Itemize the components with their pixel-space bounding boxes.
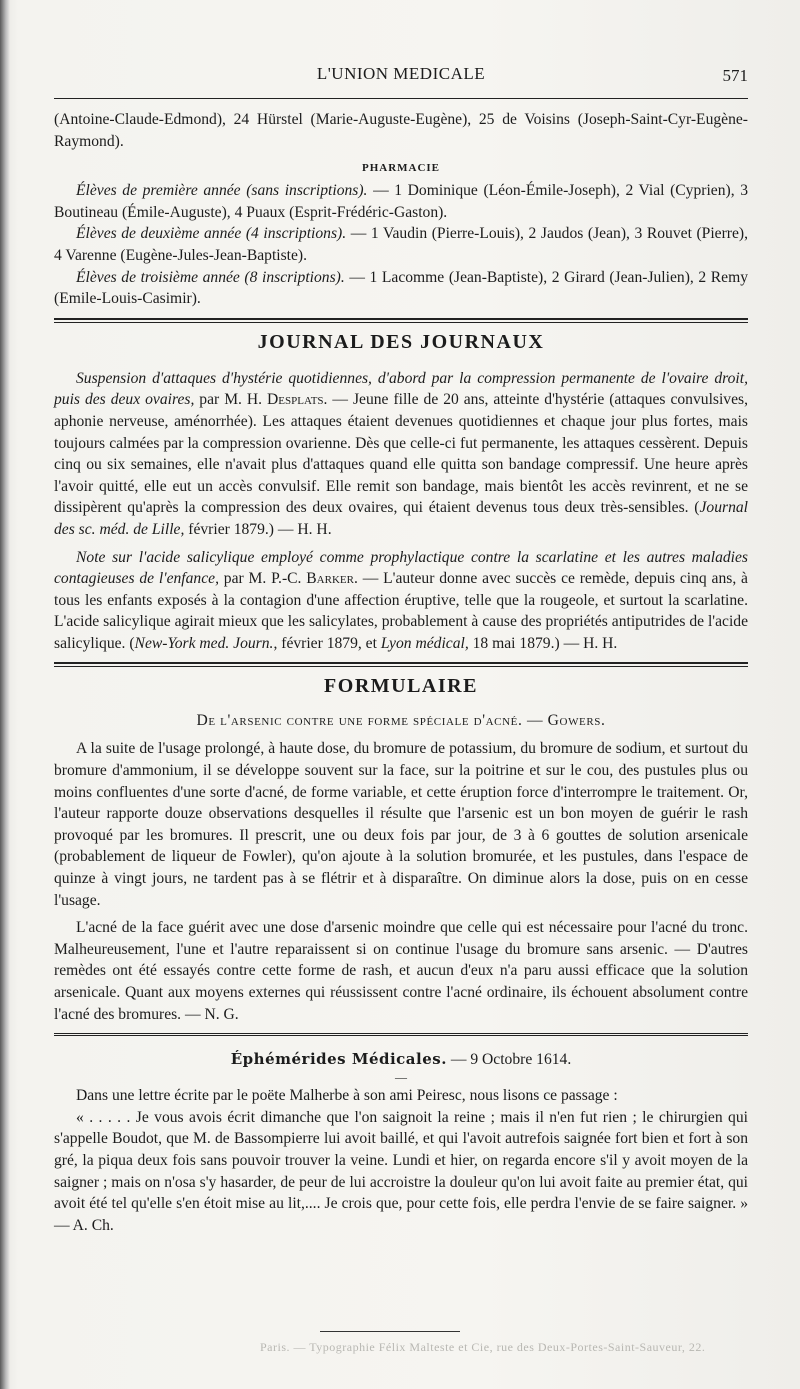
intro-paragraph: (Antoine-Claude-Edmond), 24 Hürstel (Marie-Auguste-Eugène), 25 de Voisins (Joseph-Saint-Cyr-Eugène-Raymond).: [54, 111, 748, 150]
formulaire-paragraph-1: A la suite de l'usage prolongé, à haute dose, du bromure de potassium, du bromure de sodium, et surtout du bromure d'ammonium, il se développe souvent sur la face, sur la poitrine et sur le cou, des pustules plus ou moins confluentes d'une sorte d'acné, de forme variable, et cette éruption force d'interrompre le traitement. Or, l'auteur rapporte douze observations desquelles il résulte que l'arsenic est un bon moyen de guérir le rash provoqué par les bromures. Il prescrit, une ou deux fois par jour, de 3 à 6 gouttes de solution arsenicale (probablement de liqueur de Fowler), qu'on ajoute à la solution bromurée, et les pustules, dans l'espace de quinze à vingt jours, ne tardent pas à se flétrir et à disparaître. On diminue alors la dose, puis on en cesse l'usage.: [54, 740, 748, 909]
formulaire-subheading: De l'arsenic contre une forme spéciale d'acné. — Gowers.: [196, 712, 606, 730]
ephemerides-dash: —: [395, 1070, 407, 1085]
publication-title: L'UNION MEDICALE: [316, 64, 486, 83]
article-by: par M. H.: [194, 391, 268, 409]
page-content: [54, 62, 748, 1236]
ephemerides-heading: [54, 1050, 748, 1069]
entry-text: — 1 Vaudin (Pierre-Louis), 2 Jaudos (Jean), 3 Rouvet (Pierre), 4 Varenne (Eugène-Jules-Jean-Baptiste).: [54, 225, 748, 264]
article-body: . — L'auteur donne avec succès ce remède, depuis cinq ans, à tous les enfants exposés à la contagion d'une affection éruptive, telle que la rougeole, et surtout la scarlatine. L'acide salicylique agirait mieux que les salicylates, probablement à cause des propriétés antiputrides de l'acide salicylique. (: [54, 570, 748, 652]
formulaire-heading: FORMULAIRE: [324, 675, 478, 698]
section-divider: [54, 1033, 748, 1036]
article-author: Desplats: [267, 391, 324, 409]
running-head: [54, 62, 748, 92]
journal-heading: JOURNAL DES JOURNAUX: [257, 330, 545, 353]
journal-article-1: [54, 368, 748, 541]
entry-label: Élèves de deuxième année (4 inscriptions).: [76, 225, 347, 243]
article-title: Note sur l'acide salicylique employé comme prophylactique contre la scarlatine et les autres maladies contagieuses de l'enfance,: [54, 548, 748, 588]
journal-article-2: [54, 547, 748, 655]
article-source: Journal des sc. méd. de Lille,: [54, 499, 748, 538]
pharmacie-entry-2: [54, 223, 748, 266]
article-title: Suspension d'attaques d'hystérie quotidiennes, d'abord par la compression permanente de l'ovaire droit, puis des deux ovaires,: [54, 369, 748, 409]
ephemerides-paragraph-2: « . . . . . Je vous avois écrit dimanche que l'on saignoit la reine ; mais il n'en fut rien ; le chirurgien qui s'appelle Boudot, que M. de Bassompierre lui avoit baillé, et qui l'avoit autrefois saignée fort bien et fort à son gré, la piqua deux fois sans pouvoir trouver la veine. Lundi et hier, on regarda encore s'il y avoit moyen de la saigner ; mais on n'osa s'y hasarder, de peur de lui accroistre la douleur qu'on lui avoit faite au premier état, qui avoit été tel qu'elle s'en étoit mise au lit,.... Je crois que, pour cette fois, elle perdra l'envie de se faire saigner. » — A. Ch.: [54, 1108, 748, 1234]
section-divider: [54, 318, 748, 323]
entry-text: — 1 Dominique (Léon-Émile-Joseph), 2 Vial (Cyprien), 3 Boutineau (Émile-Auguste), 4 Puaux (Esprit-Frédéric-Gaston).: [54, 182, 748, 221]
article-source: Lyon médical,: [380, 634, 469, 652]
article-author: Barker: [306, 570, 354, 588]
entry-label: Élèves de troisième année (8 inscriptions).: [76, 268, 345, 286]
pharmacie-entry-3: [54, 267, 748, 310]
article-source: New-York med. Journ.: [134, 634, 274, 652]
ephemerides-title: Éphémérides Médicales.: [230, 1050, 447, 1069]
article-mid: , février 1879, et: [273, 634, 381, 652]
footer-rule: [320, 1331, 460, 1332]
page-binding-shadow: [0, 0, 10, 1389]
article-tail: février 1879.) — H. H.: [184, 520, 332, 538]
article-tail: 18 mai 1879.) — H. H.: [468, 634, 618, 652]
pharmacie-heading: PHARMACIE: [361, 162, 441, 175]
pharmacie-entry-1: [54, 180, 748, 223]
ephemerides-date: — 9 Octobre 1614.: [446, 1051, 572, 1069]
entry-label: Élèves de première année (sans inscriptions).: [76, 182, 368, 200]
ephemerides-paragraph-1: Dans une lettre écrite par le poëte Malherbe à son ami Peiresc, nous lisons ce passage :: [76, 1087, 618, 1105]
article-body: . — Jeune fille de 20 ans, atteinte d'hystérie (attaques convulsives, aphonie nerveuse, aménorrhée). Les attaques étaient devenues quotidiennes et chaque jour plus fortes, mais toujours calmées par la compression ovarienne. Dès que celle-ci fut permanente, les attaques cessèrent. Depuis cinq ou six semaines, elle n'avait plus d'attaques quand elle quitta son bandage compressif. Une heure après l'avoir quitté, elle eut un accès convulsif. Elle remit son bandage, mais bientôt les accès revinrent, et ne se dissipèrent qu'après la compression des deux ovaires, qui étaient devenus tous deux très-sensibles. (: [54, 391, 748, 517]
header-rule: [54, 98, 748, 99]
bleed-through-text: Paris. — Typographie Félix Malteste et Cie, rue des Deux-Portes-Saint-Sauveur, 22.: [260, 1340, 706, 1354]
section-divider: [54, 662, 748, 667]
entry-text: — 1 Lacomme (Jean-Baptiste), 2 Girard (Jean-Julien), 2 Remy (Emile-Louis-Casimir).: [54, 268, 748, 308]
page-number: 571: [722, 66, 748, 85]
article-by: par M. P.-C.: [218, 570, 307, 588]
formulaire-paragraph-2: L'acné de la face guérit avec une dose d'arsenic moindre que celle qui est nécessaire pour l'acné du tronc. Malheureusement, l'une et l'autre reparaissent si on continue l'usage du bromure sans arsenic. — D'autres remèdes ont été essayés contre cette forme de rash, et aucun d'eux n'a paru aussi efficace que la solution arsenicale. Quant aux moyens externes qui réussissent contre l'acné ordinaire, ils échouent absolument contre l'acné des bromures. — N. G.: [54, 919, 748, 1023]
